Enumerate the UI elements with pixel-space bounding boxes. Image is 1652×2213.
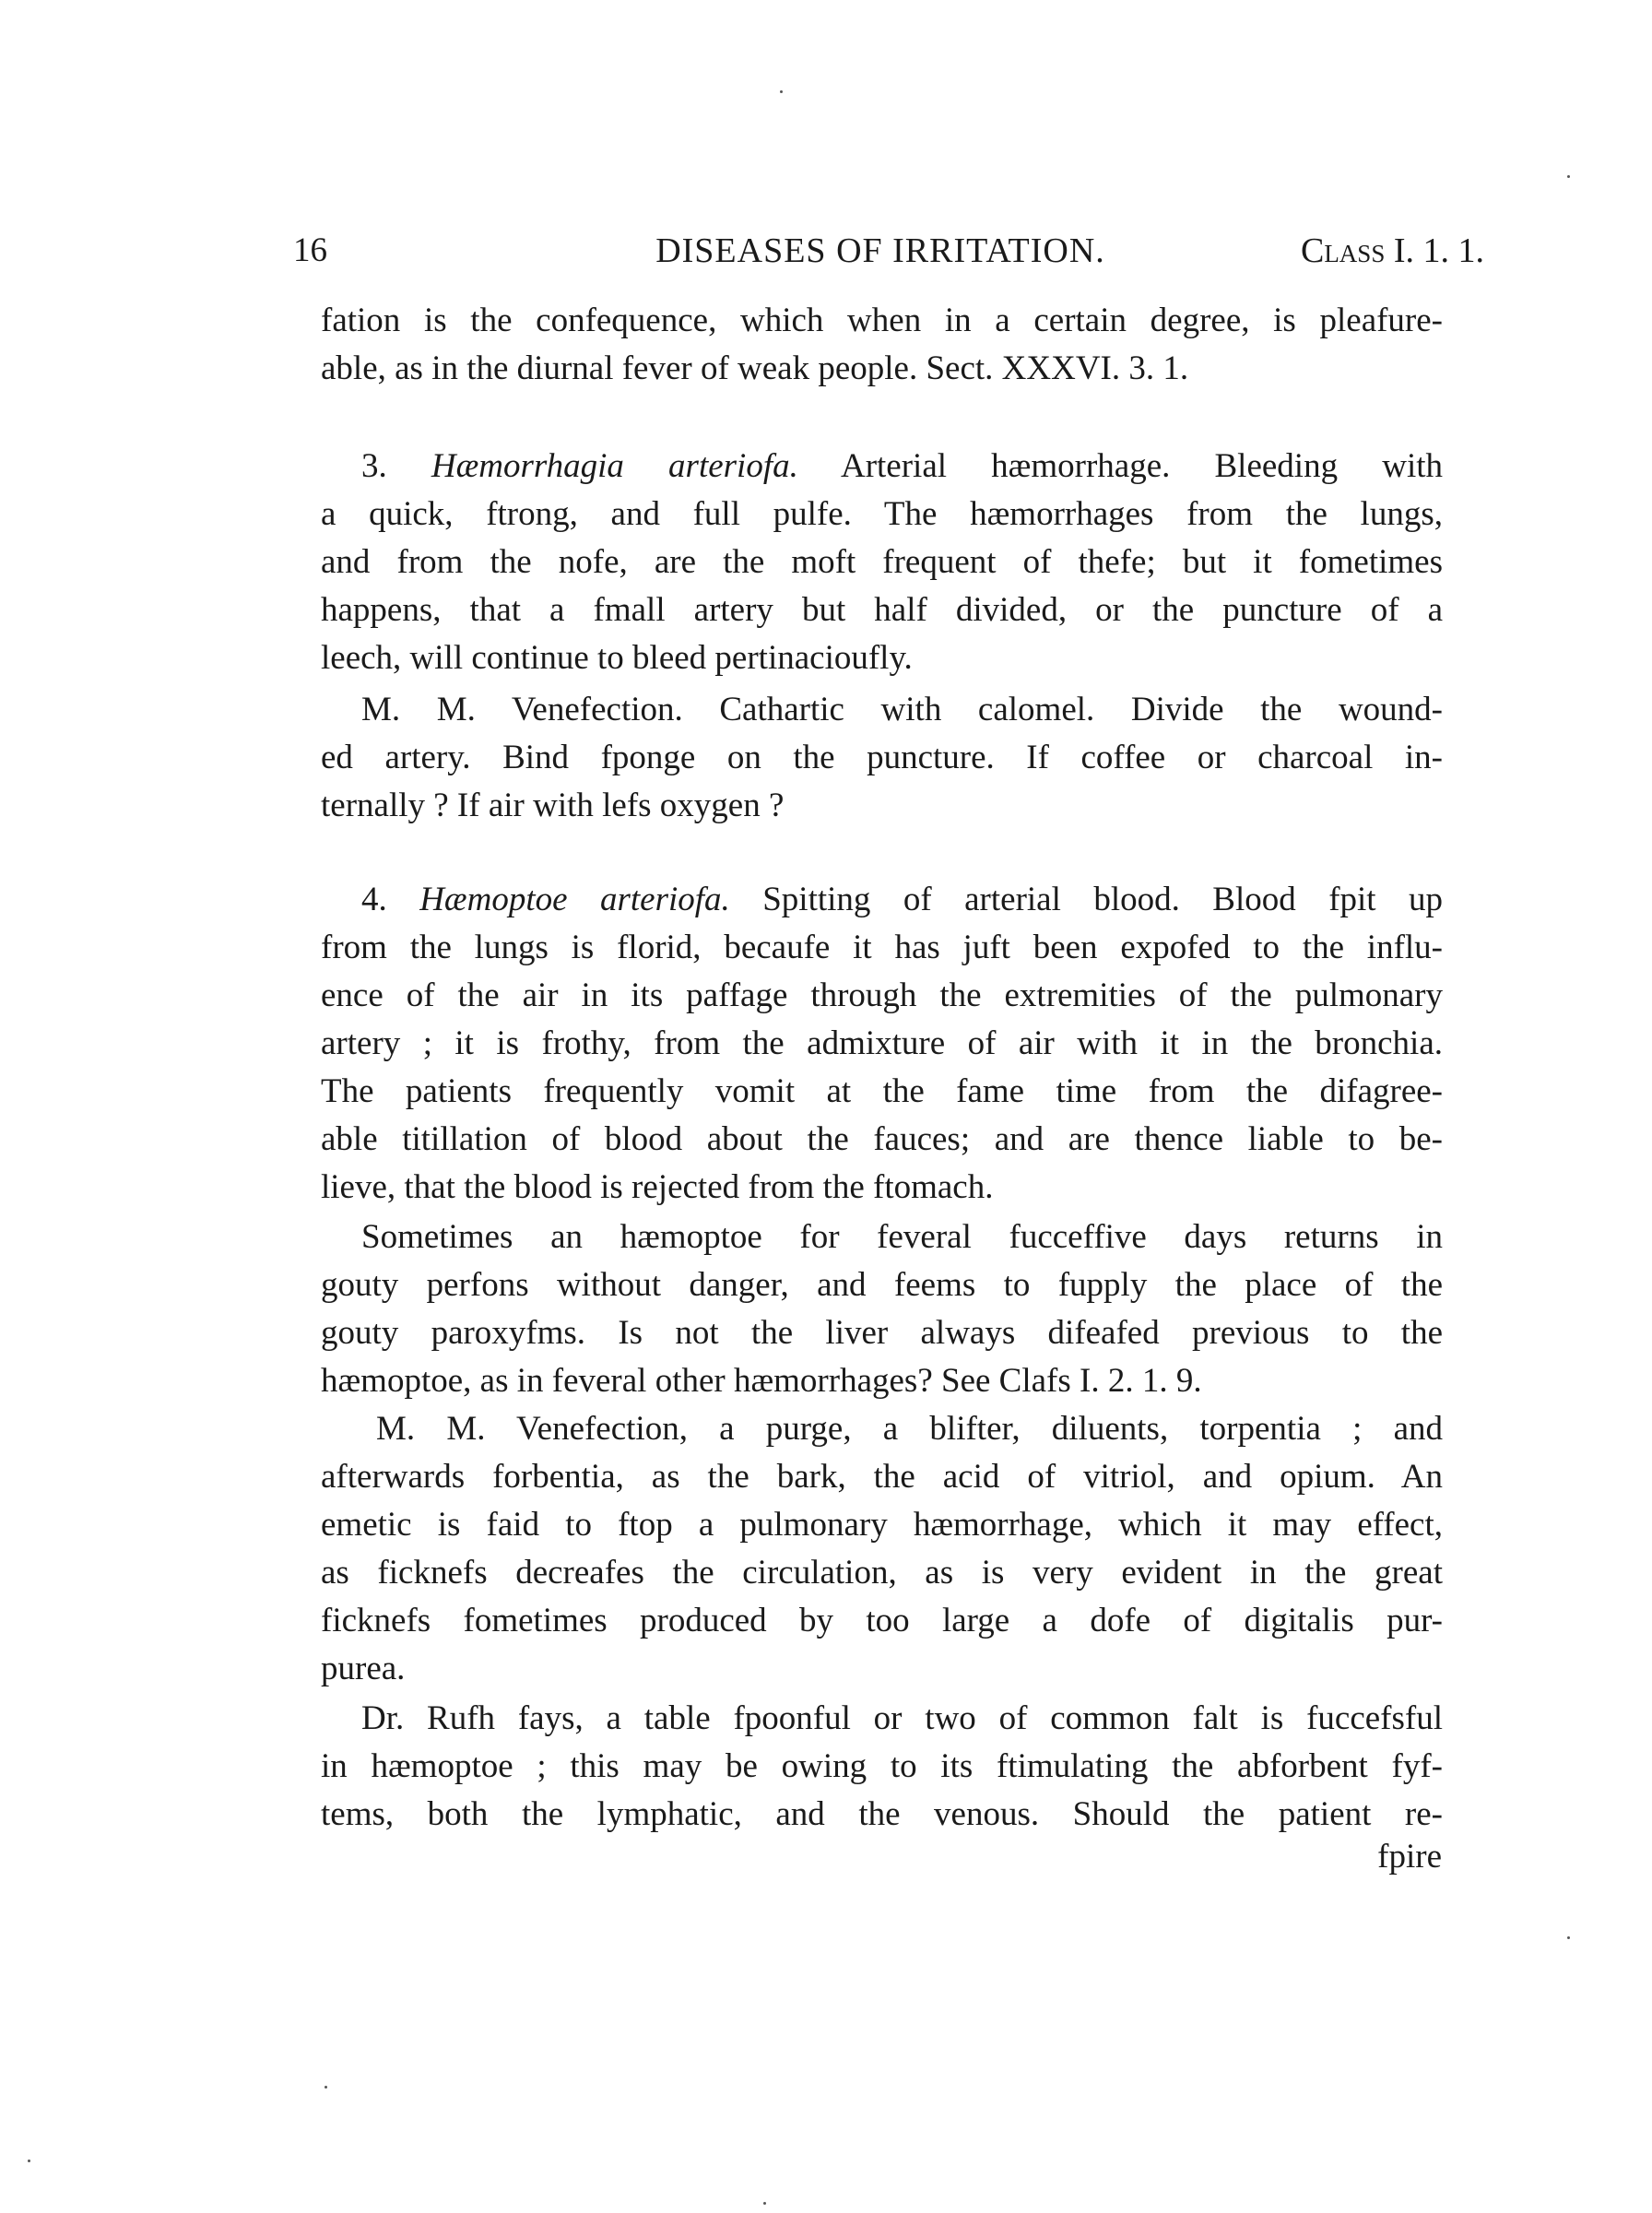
text-line: emetic is faid to ftop a pulmonary hæmorrhage, which it may effect, xyxy=(321,1506,1443,1544)
text-line: able, as in the diurnal fever of weak people. Sect. XXXVI. 3. 1. xyxy=(321,349,1189,387)
scan-speck xyxy=(763,2202,766,2205)
scan-speck xyxy=(28,2160,30,2162)
entry-latin-name: Hæmorrhagia arteriofa. xyxy=(431,447,798,485)
page-number: 16 xyxy=(293,231,327,269)
entry-description: Spitting of arterial blood. Blood fpit up xyxy=(762,881,1444,918)
entry-heading-line xyxy=(361,876,1443,924)
text-line: ternally ? If air with lefs oxygen ? xyxy=(321,787,785,824)
text-line: leech, will continue to bleed pertinacioufly. xyxy=(321,639,913,677)
text-line: Sometimes an hæmoptoe for feveral fucceffive days returns in xyxy=(361,1218,1443,1256)
text-line: ence of the air in its paffage through the extremities of the pulmonary xyxy=(321,976,1443,1014)
entry-number: 3. xyxy=(361,447,387,485)
text-line: M. M. Venefection, a purge, a blifter, diluents, torpentia ; and xyxy=(376,1410,1443,1448)
catchword: fpire xyxy=(1377,1838,1442,1876)
text-line: as ficknefs decreafes the circulation, as is very evident in the great xyxy=(321,1554,1443,1592)
text-line: purea. xyxy=(321,1650,406,1687)
class-reference-word: Class xyxy=(1300,231,1386,270)
scan-speck xyxy=(1567,175,1570,178)
text-line: tems, both the lymphatic, and the venous. Should the patient re- xyxy=(321,1795,1443,1833)
text-line: afterwards forbentia, as the bark, the acid of vitriol, and opium. An xyxy=(321,1458,1443,1496)
entry-heading-line xyxy=(361,443,1443,491)
text-line: in hæmoptoe ; this may be owing to its ftimulating the abforbent fyf- xyxy=(321,1747,1443,1785)
entry-latin-name: Hæmoptoe arteriofa. xyxy=(419,881,730,918)
text-line: ficknefs fometimes produced by too large a dofe of digitalis pur- xyxy=(321,1602,1443,1639)
text-line: hæmoptoe, as in feveral other hæmorrhages? See Clafs I. 2. 1. 9. xyxy=(321,1362,1202,1400)
text-line: happens, that a fmall artery but half divided, or the puncture of a xyxy=(321,591,1443,629)
scan-speck xyxy=(324,2086,327,2089)
entry-description: Arterial hæmorrhage. Bleeding with xyxy=(840,447,1444,485)
text-line: ed artery. Bind fponge on the puncture. If coffee or charcoal in- xyxy=(321,739,1443,776)
text-line: The patients frequently vomit at the fame time from the difagree- xyxy=(321,1072,1443,1110)
text-line: gouty perfons without danger, and feems to fupply the place of the xyxy=(321,1266,1443,1304)
text-line: and from the nofe, are the moft frequent of thefe; but it fometimes xyxy=(321,543,1443,581)
text-line: Dr. Rufh fays, a table fpoonful or two of common falt is fuccefsful xyxy=(361,1699,1443,1737)
text-line: artery ; it is frothy, from the admixture of air with it in the bronchia. xyxy=(321,1024,1443,1062)
page-header xyxy=(277,231,1484,277)
text-line: lieve, that the blood is rejected from the ftomach. xyxy=(321,1168,994,1206)
entry-number: 4. xyxy=(361,881,387,918)
class-reference-number: I. 1. 1. xyxy=(1393,231,1484,270)
running-title: DISEASES OF IRRITATION. xyxy=(655,231,1105,270)
scan-speck xyxy=(1567,1936,1570,1939)
text-line: M. M. Venefection. Cathartic with calomel. Divide the wound- xyxy=(361,691,1443,728)
class-reference xyxy=(1301,231,1484,271)
text-line: from the lungs is florid, becaufe it has juft been expofed to the influ- xyxy=(321,929,1443,966)
text-line: able titillation of blood about the fauces; and are thence liable to be- xyxy=(321,1120,1443,1158)
text-line: gouty paroxyfms. Is not the liver always difeafed previous to the xyxy=(321,1314,1443,1352)
text-line: fation is the confequence, which when in a certain degree, is pleafure- xyxy=(321,302,1443,339)
scan-speck xyxy=(780,90,783,93)
text-line: a quick, ftrong, and full pulfe. The hæmorrhages from the lungs, xyxy=(321,495,1443,533)
